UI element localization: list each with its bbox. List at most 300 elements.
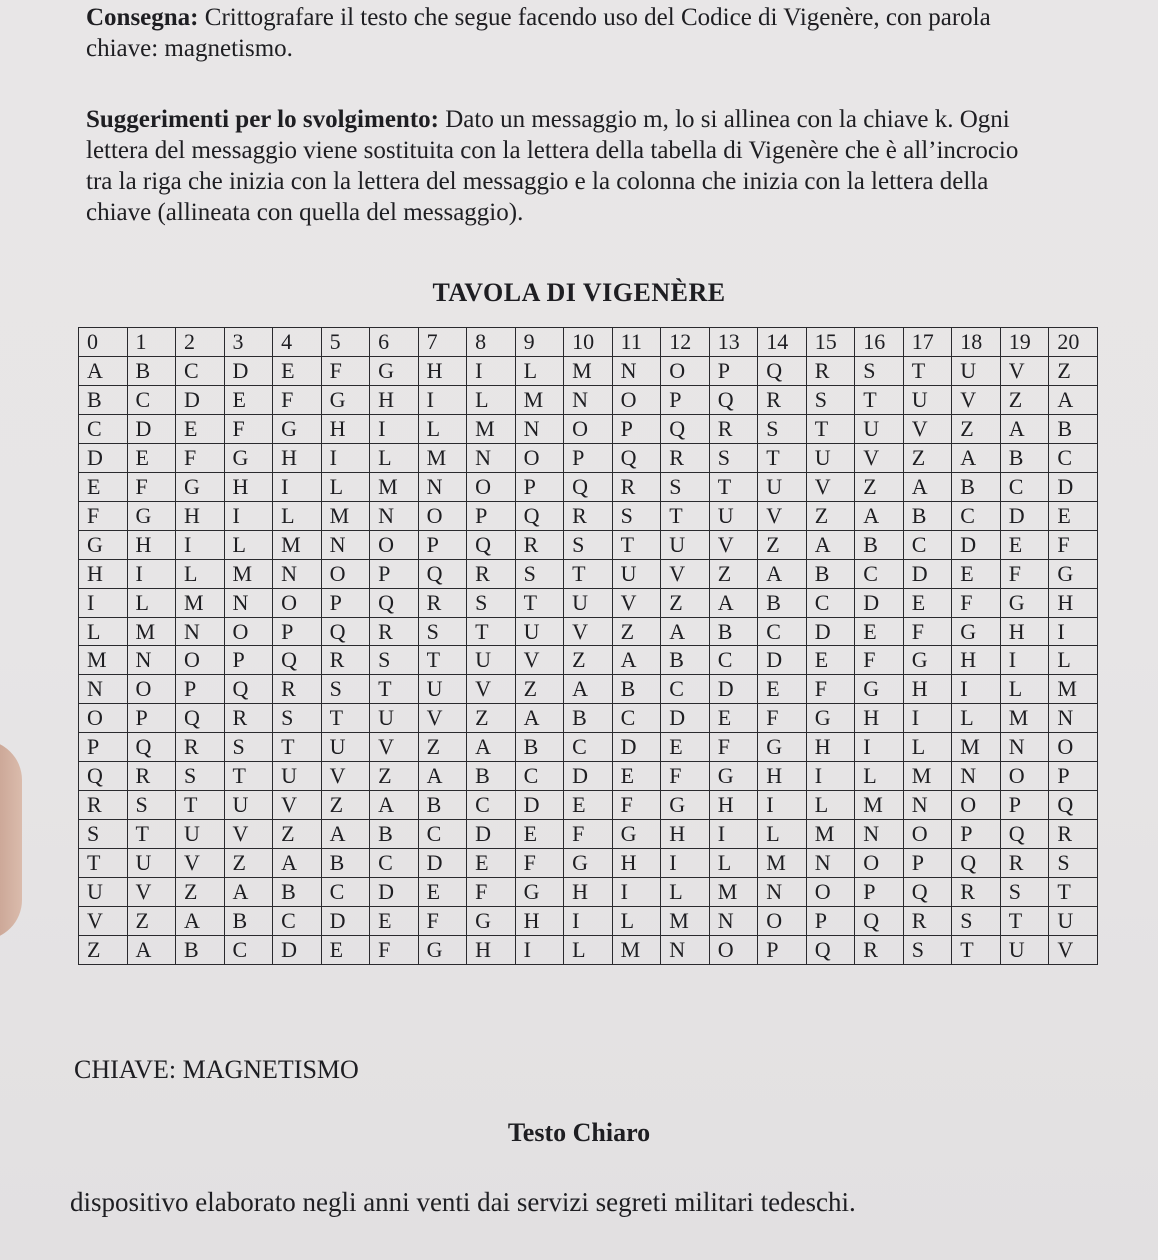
table-cell: Q [903,878,952,907]
table-cell: R [321,646,370,675]
table-cell: N [758,878,807,907]
table-cell: D [127,414,176,443]
table-cell: D [515,791,564,820]
table-cell: O [79,704,128,733]
table-cell: S [79,820,128,849]
table-cell: Z [903,443,952,472]
table-cell: E [224,385,273,414]
table-cell: H [176,501,225,530]
consegna-paragraph [86,2,1046,64]
table-cell: B [1000,443,1049,472]
table-cell: E [952,559,1001,588]
table-cell: E [467,849,516,878]
table-cell: L [273,501,322,530]
table-cell: I [564,907,613,936]
table-cell: B [467,762,516,791]
table-cell: H [855,704,904,733]
table-cell: F [952,588,1001,617]
table-cell: A [806,530,855,559]
table-cell: H [321,414,370,443]
table-cell: I [758,791,807,820]
table-cell: M [467,414,516,443]
table-cell: P [709,356,758,385]
table-cell: U [127,849,176,878]
table-row [79,530,1098,559]
table-cell: F [806,675,855,704]
table-cell: N [661,936,710,965]
table-cell: E [515,820,564,849]
table-row [79,907,1098,936]
table-cell: H [467,936,516,965]
table-cell: A [952,443,1001,472]
table-cell: I [1000,646,1049,675]
table-row [79,849,1098,878]
table-cell: R [758,385,807,414]
table-cell: S [1049,849,1098,878]
table-cell: E [418,878,467,907]
table-cell: M [903,762,952,791]
table-cell: G [418,936,467,965]
table-cell: F [661,762,710,791]
table-cell: M [321,501,370,530]
suggerimenti-label: Suggerimenti per lo svolgimento: [86,106,439,133]
table-cell: O [806,878,855,907]
table-cell: S [515,559,564,588]
table-cell: N [952,762,1001,791]
table-cell: R [1049,820,1098,849]
table-cell: B [418,791,467,820]
table-cell: L [612,907,661,936]
header-cell: 12 [661,328,710,357]
table-cell: S [418,617,467,646]
table-cell: C [370,849,419,878]
table-cell: A [612,646,661,675]
table-cell: C [709,646,758,675]
table-cell: H [709,791,758,820]
header-cell: 18 [952,328,1001,357]
table-cell: R [273,675,322,704]
table-cell: T [661,501,710,530]
consegna-text: Crittografare il testo che segue facendo uso del Codice di Vigenère, con parola chiave: magnetismo. [86,4,991,62]
table-cell: M [370,472,419,501]
table-cell: F [564,820,613,849]
testo-chiaro-title: Testo Chiaro [507,1118,651,1147]
table-cell: F [370,936,419,965]
table-cell: N [855,820,904,849]
table-cell: N [564,385,613,414]
table-cell: P [952,820,1001,849]
header-cell: 2 [176,328,225,357]
header-cell: 6 [370,328,419,357]
table-cell: B [79,385,128,414]
table-cell: Z [79,936,128,965]
table-cell: A [176,907,225,936]
table-cell: P [855,878,904,907]
table-cell: D [952,530,1001,559]
table-cell: G [273,414,322,443]
table-cell: C [418,820,467,849]
table-cell: T [903,356,952,385]
table-cell: D [370,878,419,907]
table-cell: D [79,443,128,472]
table-cell: G [515,878,564,907]
table-cell: O [661,356,710,385]
table-cell: O [1000,762,1049,791]
table-cell: T [855,385,904,414]
table-cell: S [224,733,273,762]
table-cell: D [758,646,807,675]
table-cell: A [1049,385,1098,414]
table-cell: H [418,356,467,385]
table-cell: M [273,530,322,559]
table-cell: D [321,907,370,936]
table-row [79,820,1098,849]
table-cell: L [1000,675,1049,704]
table-cell: Q [467,530,516,559]
table-cell: F [515,849,564,878]
table-cell: Z [467,704,516,733]
table-cell: R [709,414,758,443]
table-cell: G [127,501,176,530]
table-cell: Q [273,646,322,675]
table-cell: L [903,733,952,762]
table-cell: L [515,356,564,385]
table-cell: O [952,791,1001,820]
table-cell: E [855,617,904,646]
table-cell: H [1049,588,1098,617]
header-cell: 3 [224,328,273,357]
table-cell: E [321,936,370,965]
table-cell: M [612,936,661,965]
table-cell: U [903,385,952,414]
table-cell: L [176,559,225,588]
table-cell: H [612,849,661,878]
table-cell: A [855,501,904,530]
table-cell: B [661,646,710,675]
table-cell: Z [418,733,467,762]
table-row [79,472,1098,501]
table-cell: R [418,588,467,617]
table-cell: S [855,356,904,385]
table-cell: H [79,559,128,588]
table-cell: I [370,414,419,443]
table-cell: L [321,472,370,501]
table-row [79,356,1098,385]
table-cell: B [176,936,225,965]
table-cell: O [515,443,564,472]
table-cell: A [661,617,710,646]
table-cell: R [79,791,128,820]
table-cell: P [224,646,273,675]
table-cell: I [903,704,952,733]
table-cell: V [1000,356,1049,385]
table-cell: R [176,733,225,762]
table-cell: C [952,501,1001,530]
table-cell: R [903,907,952,936]
table-cell: D [661,704,710,733]
table-cell: Z [952,414,1001,443]
table-cell: L [709,849,758,878]
table-row [79,588,1098,617]
table-cell: N [709,907,758,936]
table-row [79,559,1098,588]
table-cell: A [127,936,176,965]
table-cell: D [855,588,904,617]
table-cell: Q [127,733,176,762]
table-row [79,443,1098,472]
table-cell: Q [564,472,613,501]
table-cell: D [224,356,273,385]
table-row [79,704,1098,733]
table-cell: M [806,820,855,849]
table-cell: T [418,646,467,675]
table-cell: B [806,559,855,588]
table-cell: P [515,472,564,501]
table-cell: A [418,762,467,791]
table-cell: T [515,588,564,617]
table-cell: R [467,559,516,588]
table-cell: V [952,385,1001,414]
table-cell: N [806,849,855,878]
table-cell: Z [127,907,176,936]
table-cell: C [273,907,322,936]
table-cell: G [952,617,1001,646]
table-cell: P [661,385,710,414]
table-cell: U [661,530,710,559]
table-cell: S [127,791,176,820]
table-cell: R [806,356,855,385]
table-cell: M [176,588,225,617]
table-cell: H [370,385,419,414]
table-cell: F [467,878,516,907]
table-cell: Z [612,617,661,646]
table-cell: V [273,791,322,820]
table-cell: U [1000,936,1049,965]
table-cell: P [273,617,322,646]
table-cell: D [806,617,855,646]
table-cell: O [612,385,661,414]
table-cell: P [806,907,855,936]
table-cell: U [79,878,128,907]
table-cell: R [127,762,176,791]
table-cell: V [806,472,855,501]
table-cell: H [1000,617,1049,646]
table-cell: I [127,559,176,588]
table-cell: O [224,617,273,646]
table-cell: F [418,907,467,936]
table-cell: S [467,588,516,617]
table-cell: Z [515,675,564,704]
table-cell: C [661,675,710,704]
table-cell: Z [273,820,322,849]
table-cell: H [903,675,952,704]
table-cell: Z [321,791,370,820]
table-cell: N [1000,733,1049,762]
table-row [79,733,1098,762]
table-cell: B [321,849,370,878]
table-cell: U [418,675,467,704]
table-cell: E [370,907,419,936]
table-cell: G [224,443,273,472]
table-cell: L [127,588,176,617]
table-cell: N [176,617,225,646]
table-cell: C [564,733,613,762]
header-cell: 11 [612,328,661,357]
table-cell: S [321,675,370,704]
table-cell: A [79,356,128,385]
table-cell: E [1000,530,1049,559]
table-cell: P [1000,791,1049,820]
table-cell: Z [564,646,613,675]
table-cell: L [758,820,807,849]
table-cell: P [758,936,807,965]
table-cell: V [515,646,564,675]
table-cell: T [467,617,516,646]
table-cell: G [79,530,128,559]
table-cell: C [127,385,176,414]
table-cell: Z [855,472,904,501]
table-cell: H [273,443,322,472]
table-cell: Q [418,559,467,588]
table-cell: E [127,443,176,472]
table-cell: Q [515,501,564,530]
table-cell: U [515,617,564,646]
table-cell: M [855,791,904,820]
table-row [79,646,1098,675]
table-cell: T [176,791,225,820]
table-cell: Q [224,675,273,704]
table-cell: T [612,530,661,559]
table-cell: A [564,675,613,704]
table-cell: M [952,733,1001,762]
table-cell: V [79,907,128,936]
table-cell: B [903,501,952,530]
table-cell: A [224,878,273,907]
table-cell: P [418,530,467,559]
table-cell: V [661,559,710,588]
header-cell: 15 [806,328,855,357]
consegna-label: Consegna: [86,4,199,31]
table-cell: L [418,414,467,443]
table-cell: U [467,646,516,675]
table-cell: E [176,414,225,443]
table-cell: R [612,472,661,501]
table-cell: O [709,936,758,965]
table-cell: F [1049,530,1098,559]
table-cell: H [806,733,855,762]
table-cell: Z [224,849,273,878]
table-cell: V [903,414,952,443]
table-cell: D [467,820,516,849]
table-row [79,617,1098,646]
table-cell: S [952,907,1001,936]
header-cell: 7 [418,328,467,357]
table-cell: A [273,849,322,878]
header-cell: 1 [127,328,176,357]
table-cell: B [612,675,661,704]
table-cell: V [224,820,273,849]
table-cell: T [1049,878,1098,907]
table-cell: E [1049,501,1098,530]
table-cell: I [515,936,564,965]
table-row [79,414,1098,443]
table-cell: I [952,675,1001,704]
header-cell: 19 [1000,328,1049,357]
table-cell: H [515,907,564,936]
chiave-line: CHIAVE: MAGNETISMO [74,1055,359,1084]
table-cell: R [1000,849,1049,878]
table-cell: F [758,704,807,733]
table-cell: Z [370,762,419,791]
table-cell: C [758,617,807,646]
table-cell: C [806,588,855,617]
table-cell: A [515,704,564,733]
table-cell: Q [709,385,758,414]
table-cell: F [321,356,370,385]
table-cell: G [661,791,710,820]
table-cell: R [661,443,710,472]
table-cell: N [612,356,661,385]
table-cell: Q [1049,791,1098,820]
table-cell: P [321,588,370,617]
table-cell: B [855,530,904,559]
table-cell: Z [1000,385,1049,414]
table-cell: Z [1049,356,1098,385]
table-cell: S [612,501,661,530]
table-cell: E [564,791,613,820]
table-cell: R [370,617,419,646]
table-cell: F [709,733,758,762]
table-cell: B [370,820,419,849]
table-cell: F [612,791,661,820]
table-cell: I [709,820,758,849]
table-cell: D [176,385,225,414]
table-cell: F [127,472,176,501]
table-cell: I [321,443,370,472]
table-row [79,385,1098,414]
table-cell: T [952,936,1001,965]
table-cell: B [564,704,613,733]
table-cell: C [224,936,273,965]
table-cell: M [709,878,758,907]
table-cell: H [758,762,807,791]
header-cell: 9 [515,328,564,357]
table-cell: O [127,675,176,704]
table-cell: R [564,501,613,530]
table-cell: Q [952,849,1001,878]
table-cell: V [321,762,370,791]
table-cell: O [758,907,807,936]
table-cell: R [515,530,564,559]
table-cell: M [1049,675,1098,704]
table-cell: S [709,443,758,472]
table-cell: V [564,617,613,646]
table-cell: B [1049,414,1098,443]
table-cell: A [370,791,419,820]
table-row [79,501,1098,530]
table-cell: L [224,530,273,559]
table-cell: P [176,675,225,704]
table-cell: N [224,588,273,617]
table-cell: U [612,559,661,588]
table-cell: G [564,849,613,878]
table-cell: F [903,617,952,646]
table-cell: Z [176,878,225,907]
table-cell: M [79,646,128,675]
table-cell: E [273,356,322,385]
table-cell: A [709,588,758,617]
table-cell: G [806,704,855,733]
